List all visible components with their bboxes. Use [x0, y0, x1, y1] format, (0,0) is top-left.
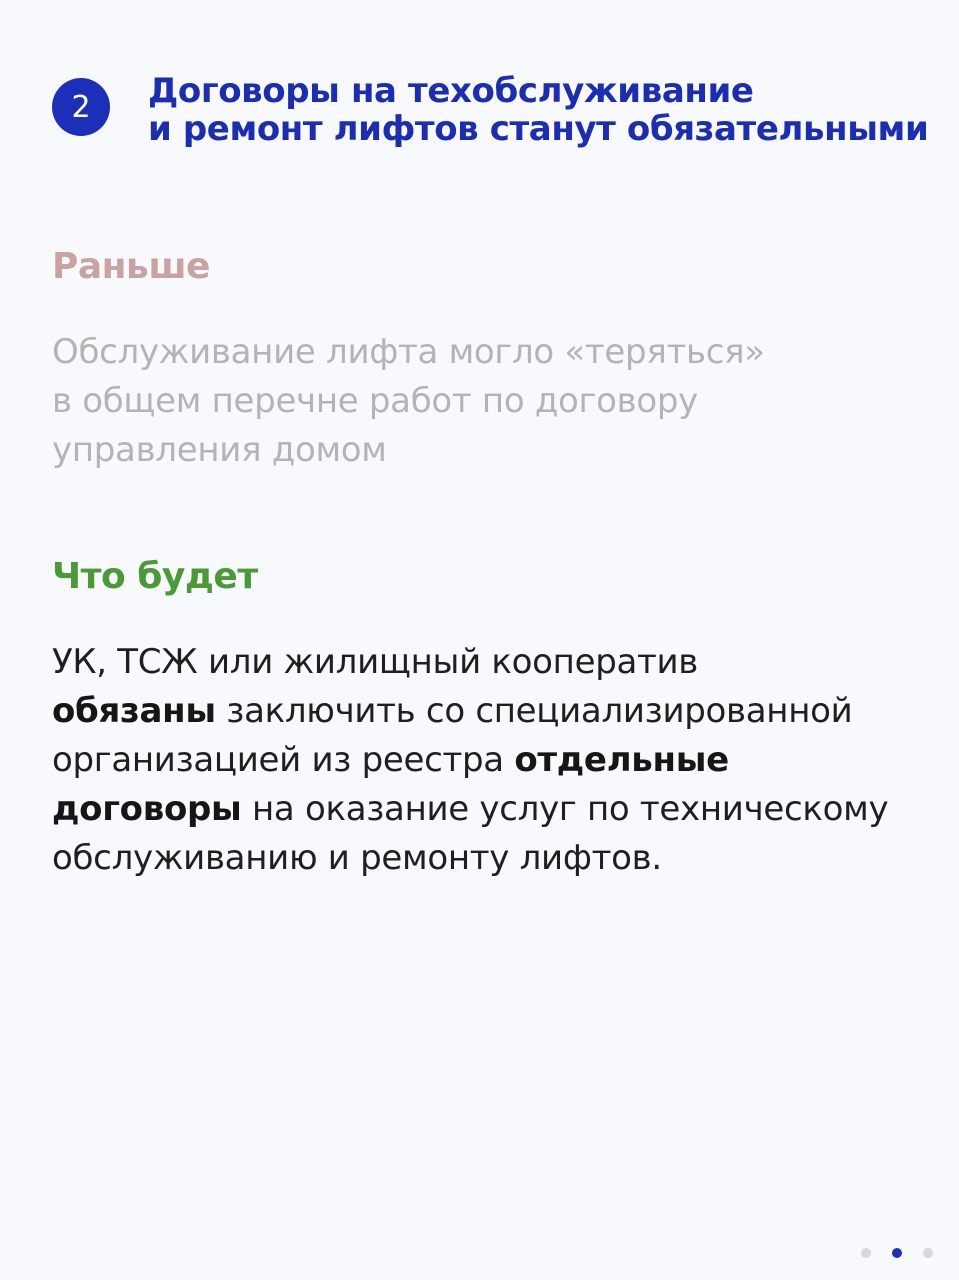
after-text-line [52, 834, 888, 883]
pagination-dot-active[interactable] [892, 1248, 902, 1258]
title-line-1: Договоры на техобслуживание [148, 71, 754, 111]
after-text-line [52, 687, 888, 736]
title-line-2: и ремонт лифтов станут обязательными [148, 109, 929, 149]
after-text-emphasis: договоры [52, 789, 242, 829]
pagination-dot[interactable] [923, 1248, 933, 1258]
before-text-line: Обслуживание лифта могло «теряться» [52, 332, 765, 372]
after-text-segment: организацией из реестра [52, 740, 515, 780]
after-text-line [52, 785, 888, 834]
before-heading: Раньше [52, 246, 210, 287]
pagination-dot[interactable] [861, 1248, 871, 1258]
before-text-line: в общем перечне работ по договору [52, 381, 698, 421]
before-text [52, 328, 765, 475]
pagination-dots [840, 1248, 933, 1258]
after-text-segment: УК, ТСЖ или жилищный кооператив [52, 642, 699, 682]
after-text-segment: обслуживанию и ремонту лифтов. [52, 838, 662, 878]
after-heading: Что будет [52, 556, 258, 597]
before-text-line: управления домом [52, 430, 387, 470]
slide-title [148, 72, 928, 148]
after-text-emphasis: обязаны [52, 691, 216, 731]
after-text-line [52, 638, 888, 687]
header [52, 72, 928, 148]
after-text [52, 638, 888, 883]
after-text-emphasis: отдельные [514, 740, 729, 780]
step-number-badge: 2 [52, 78, 110, 136]
after-text-segment: на оказание услуг по техническому [241, 789, 889, 829]
after-text-segment: заключить со специализированной [215, 691, 853, 731]
after-text-line [52, 736, 888, 785]
